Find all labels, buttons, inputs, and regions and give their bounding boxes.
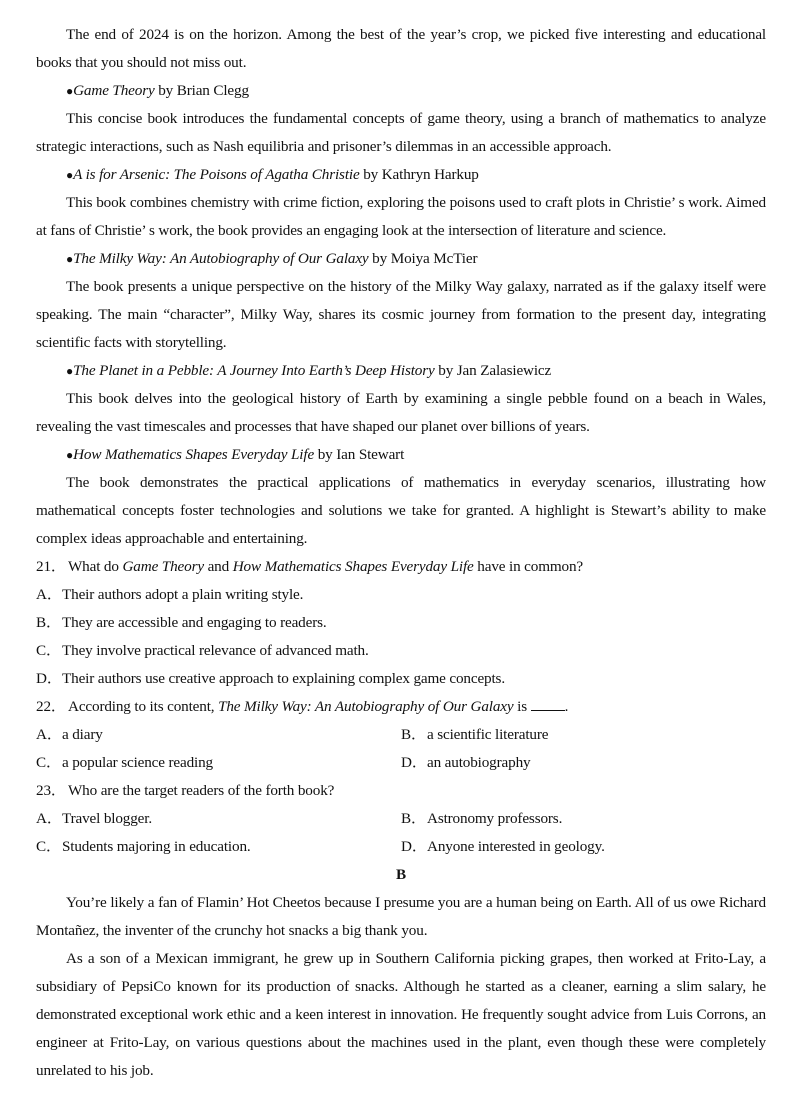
book-title: The Milky Way: An Autobiography of Our Galaxy bbox=[73, 250, 369, 267]
option-a[interactable] bbox=[36, 581, 766, 609]
option-b[interactable] bbox=[36, 609, 766, 637]
book-author: by Brian Clegg bbox=[154, 82, 249, 99]
passage-paragraph: As a son of a Mexican immigrant, he grew up in Southern California picking grapes, then worked at Frito-Lay, a subsidiary of PepsiCo known for its production of snacks. Although he started as a cleaner, earning a slim salary, he demonstrated exceptional work ethic and a keen interest in innovation. He frequently sought advice from Luis Corrons, an engineer at Frito-Lay, on various questions about the machines used in the plant, even though these were completely unrelated to his job. bbox=[36, 950, 766, 1079]
book-description: The book presents a unique perspective on the history of the Milky Way galaxy, narrated as if the galaxy itself were speaking. The main “character”, Milky Way, shares its cosmic journey from formation to the present day, integrating scientific facts with storytelling. bbox=[36, 278, 766, 351]
option-c[interactable] bbox=[36, 749, 401, 777]
question-number: 23． bbox=[36, 782, 66, 799]
option-label: B． bbox=[401, 810, 427, 827]
question-text: have in common? bbox=[473, 558, 584, 575]
option-c[interactable] bbox=[36, 637, 766, 665]
bullet-icon: ● bbox=[66, 252, 74, 266]
question-text: is bbox=[513, 698, 531, 715]
option-a[interactable] bbox=[36, 721, 401, 749]
option-label: A． bbox=[36, 586, 62, 603]
book-title-line bbox=[36, 441, 766, 469]
book-author: by Ian Stewart bbox=[314, 446, 405, 463]
option-text: a diary bbox=[62, 726, 103, 743]
option-d[interactable] bbox=[36, 665, 766, 693]
book-description: This book combines chemistry with crime fiction, exploring the poisons used to craft plots in Christie’ s work. Aimed at fans of Christie’ s work, the book provides an engaging look at the intersection of literature and science. bbox=[36, 194, 766, 239]
question-text: According to its content, bbox=[68, 698, 219, 715]
book-description: This book delves into the geological history of Earth by examining a single pebble found on a beach in Wales, revealing the vast timescales and processes that have shaped our planet over billions of years. bbox=[36, 390, 766, 435]
book-author: by Moiya McTier bbox=[368, 250, 478, 267]
book-description: This concise book introduces the fundamental concepts of game theory, using a branch of mathematics to analyze strategic interactions, such as Nash equilibria and prisoner’s dilemmas in an accessible approach. bbox=[36, 110, 766, 155]
option-text: Astronomy professors. bbox=[427, 810, 563, 827]
book-title: A is for Arsenic: The Poisons of Agatha Christie bbox=[73, 166, 360, 183]
book-author: by Jan Zalasiewicz bbox=[434, 362, 552, 379]
option-text: Their authors use creative approach to explaining complex game concepts. bbox=[62, 670, 505, 687]
option-text: Anyone interested in geology. bbox=[427, 838, 605, 855]
option-text: a popular science reading bbox=[62, 754, 214, 771]
option-label: D． bbox=[401, 754, 427, 771]
question-22 bbox=[36, 693, 766, 721]
book-description: The book demonstrates the practical applications of mathematics in everyday scenarios, illustrating how mathematical concepts foster technologies and solutions we take for granted. A highlight is Stewart’s ability to make complex ideas approachable and entertaining. bbox=[36, 474, 766, 547]
option-b[interactable] bbox=[401, 721, 766, 749]
question-text: . bbox=[564, 698, 569, 715]
question-text: and bbox=[203, 558, 233, 575]
book-title: Game Theory bbox=[73, 82, 155, 99]
book-title-line bbox=[36, 77, 766, 105]
option-label: A． bbox=[36, 726, 62, 743]
option-a[interactable] bbox=[36, 805, 401, 833]
option-label: B． bbox=[401, 726, 427, 743]
option-label: D． bbox=[36, 670, 62, 687]
question-21 bbox=[36, 553, 766, 581]
option-text: They are accessible and engaging to readers. bbox=[62, 614, 327, 631]
bullet-icon: ● bbox=[66, 364, 74, 378]
question-book-title: Game Theory bbox=[122, 558, 204, 575]
option-label: D． bbox=[401, 838, 427, 855]
intro-paragraph: The end of 2024 is on the horizon. Among the best of the year’s crop, we picked five interesting and educational books that you should not miss out. bbox=[36, 26, 766, 71]
section-heading: B bbox=[396, 866, 406, 883]
question-number: 22． bbox=[36, 698, 66, 715]
option-text: Travel blogger. bbox=[62, 810, 152, 827]
option-text: Their authors adopt a plain writing style. bbox=[62, 586, 304, 603]
document-page bbox=[36, 21, 766, 1085]
bullet-icon: ● bbox=[66, 84, 74, 98]
option-row bbox=[36, 749, 766, 777]
option-text: an autobiography bbox=[427, 754, 531, 771]
option-label: C． bbox=[36, 754, 62, 771]
question-number: 21． bbox=[36, 558, 66, 575]
book-title-line bbox=[36, 357, 766, 385]
question-text: Who are the target readers of the forth book? bbox=[68, 782, 335, 799]
bullet-icon: ● bbox=[66, 168, 74, 182]
question-book-title: The Milky Way: An Autobiography of Our Galaxy bbox=[218, 698, 514, 715]
option-label: A． bbox=[36, 810, 62, 827]
book-title-line bbox=[36, 161, 766, 189]
book-title: The Planet in a Pebble: A Journey Into Earth’s Deep History bbox=[73, 362, 435, 379]
book-author: by Kathryn Harkup bbox=[359, 166, 479, 183]
option-row bbox=[36, 721, 766, 749]
option-label: B． bbox=[36, 614, 62, 631]
option-row bbox=[36, 833, 766, 861]
option-b[interactable] bbox=[401, 805, 766, 833]
option-c[interactable] bbox=[36, 833, 401, 861]
option-label: C． bbox=[36, 838, 62, 855]
question-23 bbox=[36, 777, 766, 805]
option-row bbox=[36, 805, 766, 833]
option-text: Students majoring in education. bbox=[62, 838, 251, 855]
option-d[interactable] bbox=[401, 833, 766, 861]
option-text: They involve practical relevance of advanced math. bbox=[62, 642, 369, 659]
answer-blank[interactable] bbox=[531, 696, 565, 711]
passage-paragraph: You’re likely a fan of Flamin’ Hot Cheetos because I presume you are a human being on Earth. All of us owe Richard Montañez, the inventer of the crunchy hot snacks a big thank you. bbox=[36, 894, 766, 939]
option-d[interactable] bbox=[401, 749, 766, 777]
option-text: a scientific literature bbox=[427, 726, 549, 743]
question-book-title: How Mathematics Shapes Everyday Life bbox=[232, 558, 474, 575]
book-title: How Mathematics Shapes Everyday Life bbox=[73, 446, 315, 463]
book-title-line bbox=[36, 245, 766, 273]
bullet-icon: ● bbox=[66, 448, 74, 462]
question-text: What do bbox=[68, 558, 123, 575]
option-label: C． bbox=[36, 642, 62, 659]
